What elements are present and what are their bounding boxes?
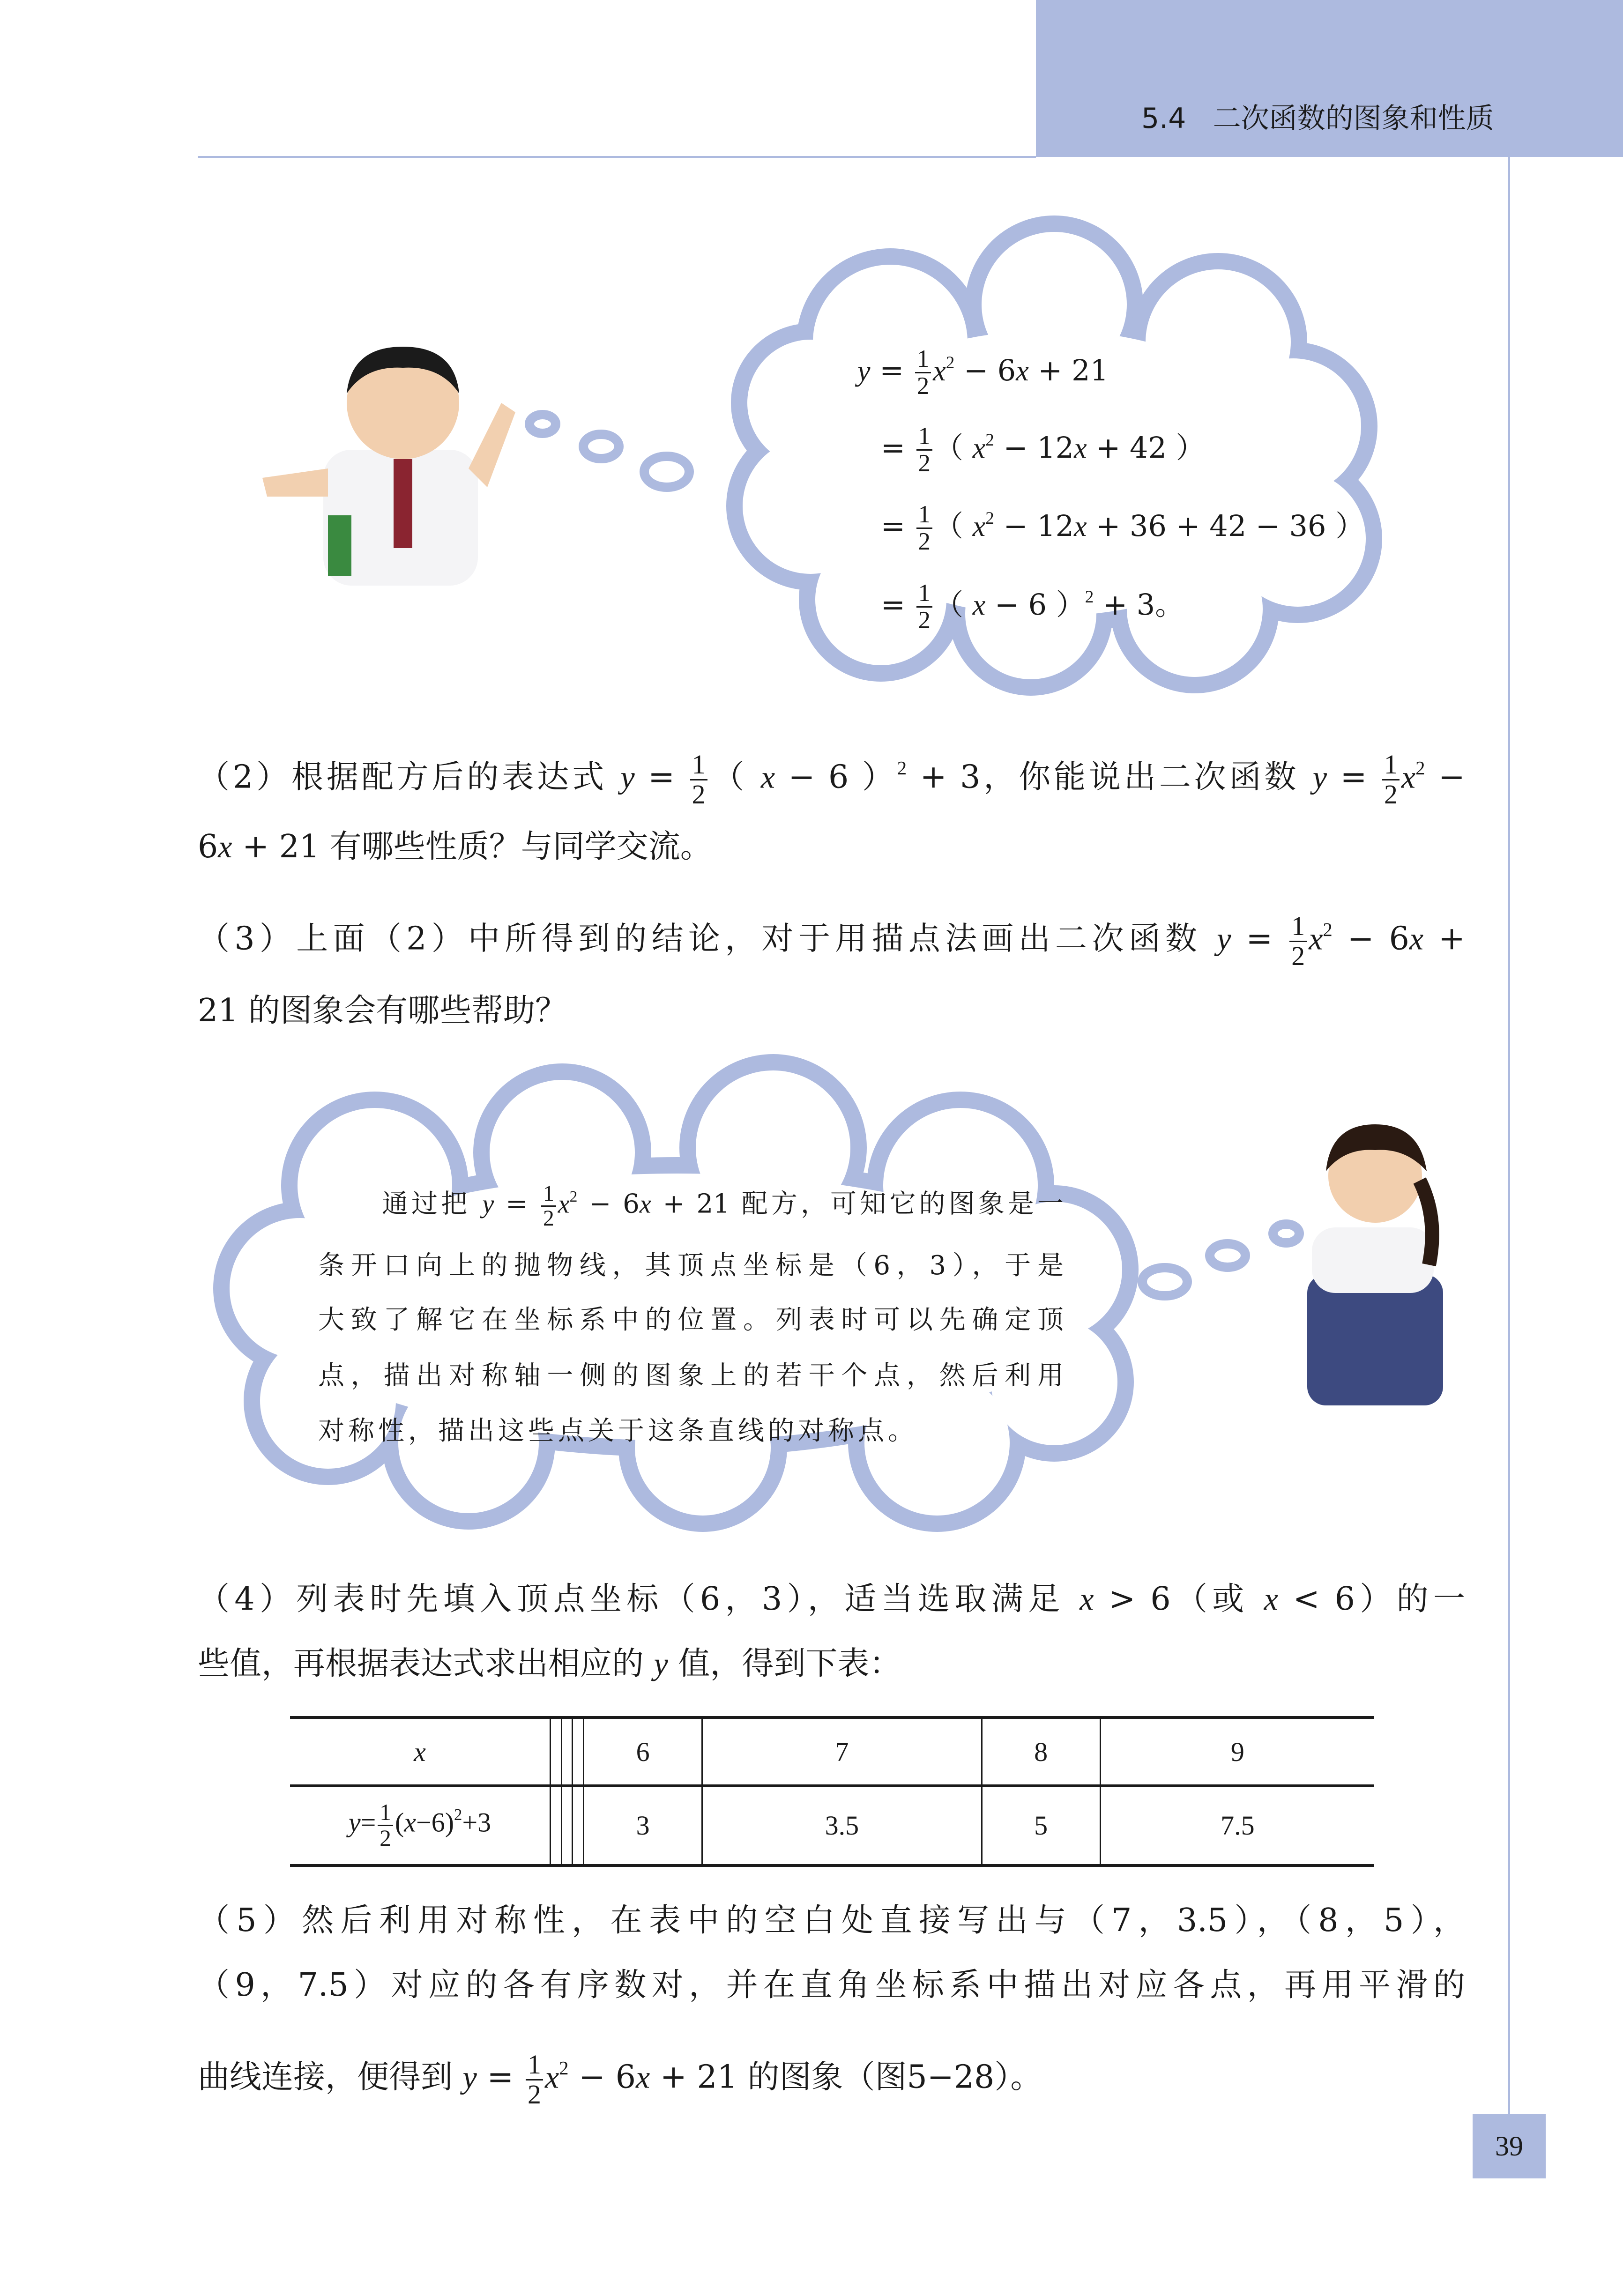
fraction <box>916 502 932 555</box>
math-variable: x <box>639 1189 651 1219</box>
numerator: 1 <box>1382 750 1400 780</box>
text-run: + <box>1423 920 1465 958</box>
text-run: （ <box>709 758 761 796</box>
math-variable: x <box>933 355 946 387</box>
text-run: 条开口向上的抛物线，其顶点坐标是（6，3），于是 <box>318 1250 1064 1281</box>
fraction <box>915 346 931 400</box>
numerator: 1 <box>541 1182 556 1207</box>
numerator: 1 <box>526 2051 543 2081</box>
math-variable: y <box>857 355 871 387</box>
cloud1-line <box>881 572 1184 634</box>
cloud2-line <box>382 1178 1064 1230</box>
math-variable: y <box>462 2059 477 2095</box>
cloud2-line <box>318 1301 1064 1339</box>
paragraph-5-line <box>198 1900 1465 1942</box>
math-variable: x <box>558 1189 570 1219</box>
text-run: − 6 <box>1332 920 1409 958</box>
text-run: = <box>634 758 688 796</box>
thought-bubbles-1 <box>529 415 689 487</box>
math-variable: x <box>414 1736 426 1767</box>
superscript: 2 <box>569 1188 578 1205</box>
math-variable: x <box>1401 759 1416 795</box>
text-run: − 6 <box>577 1189 640 1219</box>
text-run: = <box>881 509 915 543</box>
paragraph-3-line <box>198 990 567 1032</box>
text-run: + 3，你能说出二次函数 <box>907 758 1313 796</box>
denominator: 2 <box>380 1825 391 1851</box>
superscript: 2 <box>1085 587 1094 607</box>
text-run: = <box>870 353 913 388</box>
denominator: 2 <box>918 450 931 477</box>
text-run: + 21 有哪些性质？与同学交流。 <box>232 828 712 865</box>
boy-illustration <box>262 347 515 586</box>
denominator: 2 <box>528 2079 541 2110</box>
math-variable: x <box>1074 432 1087 465</box>
numerator: 1 <box>1289 912 1307 942</box>
fraction <box>916 424 932 477</box>
math-variable: x <box>404 1807 417 1838</box>
math-variable: x <box>1264 1581 1278 1617</box>
superscript: 2 <box>985 509 994 528</box>
text-run: （2）根据配方后的表达式 <box>198 758 621 796</box>
text-run: 曲线连接，便得到 <box>198 2058 463 2096</box>
math-variable: x <box>1074 511 1087 543</box>
text-run: − 12 <box>994 509 1074 543</box>
math-variable: x <box>218 829 232 864</box>
table-cell: 6 <box>584 1717 702 1786</box>
cloud2-line <box>318 1412 918 1450</box>
denominator: 2 <box>1291 940 1305 971</box>
text-run: = <box>494 1189 539 1219</box>
math-variable: x <box>544 2059 559 2095</box>
text-run: + 36 + 42 − 36 ） <box>1087 509 1365 543</box>
numerator: 1 <box>916 580 932 608</box>
superscript: 2 <box>1415 758 1425 779</box>
math-variable: y <box>1217 921 1231 957</box>
table-cell <box>561 1786 573 1866</box>
fraction <box>526 2051 543 2109</box>
table-cell: 3.5 <box>702 1786 982 1866</box>
thought-bubbles-2 <box>1142 1224 1299 1296</box>
superscript: 2 <box>454 1806 462 1824</box>
text-run: = <box>476 2058 524 2096</box>
denominator: 2 <box>916 372 930 400</box>
text-run: （9，7.5）对应的各有序数对，并在直角坐标系中描出对应各点，再用平滑的 <box>198 1967 1465 2004</box>
numerator: 1 <box>378 1800 393 1826</box>
page-number: 39 <box>1473 2114 1546 2178</box>
chapter-title: 5.4 二次函数的图象和性质 <box>1141 102 1494 135</box>
fraction <box>1382 750 1400 809</box>
table-cell <box>551 1786 562 1866</box>
math-variable: y <box>654 1646 668 1681</box>
text-run: 大致了解它在坐标系中的位置。列表时可以先确定顶 <box>318 1305 1064 1335</box>
text-run: = <box>881 431 915 465</box>
cloud1-line <box>881 493 1364 555</box>
text-run: −6) <box>416 1807 454 1838</box>
math-variable: y <box>348 1807 361 1838</box>
superscript: 2 <box>985 431 994 450</box>
fraction <box>1289 912 1307 970</box>
denominator: 2 <box>918 607 931 634</box>
text-run: 6 <box>198 828 218 865</box>
text-run: 点，描出对称轴一侧的图象上的若干个点，然后利用 <box>318 1360 1064 1391</box>
text-run: （4）列表时先填入顶点坐标（6，3），适当选取满足 <box>198 1581 1080 1618</box>
text-run: − 12 <box>994 431 1074 465</box>
numerator: 1 <box>916 502 932 529</box>
text-run: 对称性，描出这些点关于这条直线的对称点。 <box>318 1416 918 1446</box>
text-run: （3）上面（2）中所得到的结论，对于用描点法画出二次函数 <box>198 920 1217 958</box>
text-run: 值，得到下表： <box>668 1645 901 1682</box>
cloud1-line <box>857 337 1109 400</box>
text-run: （ <box>934 431 973 465</box>
paragraph-4-line <box>198 1642 901 1685</box>
text-run: − 6 <box>568 2058 636 2096</box>
denominator: 2 <box>692 779 706 810</box>
superscript: 2 <box>897 758 907 779</box>
text-run: + 42 ） <box>1087 431 1205 465</box>
math-variable: x <box>1080 1581 1094 1617</box>
table-row-y <box>290 1786 1374 1866</box>
text-run: 21 的图象会有哪些帮助？ <box>198 992 567 1029</box>
text-run: = <box>360 1807 376 1838</box>
girl-illustration <box>1307 1124 1443 1405</box>
superscript: 2 <box>946 353 955 372</box>
numerator: 1 <box>916 424 932 451</box>
cloud1-line <box>881 415 1205 477</box>
paragraph-4-line <box>198 1578 1465 1620</box>
math-variable: x <box>972 589 986 622</box>
text-run: > 6（或 <box>1094 1581 1264 1618</box>
text-run: = <box>1231 920 1288 958</box>
paragraph-5-line <box>198 2047 1042 2109</box>
text-run: 通过把 <box>382 1189 483 1219</box>
table-cell <box>561 1717 573 1786</box>
paragraph-3-line <box>198 909 1465 970</box>
text-run: （ <box>934 509 973 543</box>
math-variable: x <box>636 2059 650 2095</box>
row-label-y <box>290 1786 551 1866</box>
denominator: 2 <box>543 1206 554 1231</box>
paragraph-2-line <box>198 747 1465 809</box>
numerator: 1 <box>915 346 931 373</box>
text-run: + 3。 <box>1094 587 1184 622</box>
table-cell: 7.5 <box>1100 1786 1374 1866</box>
superscript: 2 <box>559 2058 569 2079</box>
cloud2-line <box>318 1357 1064 1395</box>
text-run: + 21 的图象（图5−28）。 <box>650 2058 1042 2096</box>
text-run: − <box>1425 758 1465 796</box>
value-table <box>290 1716 1374 1867</box>
paragraph-5-line <box>198 1964 1465 2006</box>
superscript: 2 <box>1323 919 1333 940</box>
denominator: 2 <box>1384 779 1398 810</box>
text-run: （5）然后利用对称性，在表中的空白处直接写出与（7，3.5），（8，5）， <box>198 1902 1465 1939</box>
denominator: 2 <box>918 528 931 556</box>
text-run: = <box>881 587 915 622</box>
table-cell: 5 <box>982 1786 1100 1866</box>
text-run: （ <box>934 587 973 622</box>
table-cell <box>573 1786 584 1866</box>
text-run: 些值，再根据表达式求出相应的 <box>198 1645 654 1682</box>
table-cell: 3 <box>584 1786 702 1866</box>
paragraph-2-line <box>198 825 712 868</box>
table-cell: 8 <box>982 1717 1100 1786</box>
text-run: + 21 <box>1028 353 1109 388</box>
math-variable: y <box>482 1189 494 1219</box>
text-run: ( <box>395 1807 404 1838</box>
math-variable: x <box>972 511 986 543</box>
math-variable: y <box>1312 759 1327 795</box>
fraction <box>378 1800 393 1850</box>
math-variable: x <box>972 432 986 465</box>
text-run: +3 <box>462 1807 491 1838</box>
text-run: = <box>1327 758 1380 796</box>
numerator: 1 <box>690 750 707 780</box>
text-run: + 21 配方，可知它的图象是一 <box>651 1189 1064 1219</box>
cloud2-line <box>318 1247 1064 1285</box>
math-variable: x <box>760 759 775 795</box>
fraction <box>916 580 932 634</box>
table-cell <box>551 1717 562 1786</box>
table-row-x <box>290 1717 1374 1786</box>
math-variable: x <box>1409 921 1424 957</box>
math-variable: y <box>620 759 635 795</box>
table-cell: 9 <box>1100 1717 1374 1786</box>
text-run: − 6 <box>954 353 1016 388</box>
text-run: − 6 ） <box>775 758 897 796</box>
fraction <box>690 750 707 809</box>
table-cell <box>573 1717 584 1786</box>
math-variable: x <box>1309 921 1323 957</box>
text-run: − 6 ） <box>985 587 1085 622</box>
row-label-x <box>290 1717 551 1786</box>
fraction <box>541 1182 556 1230</box>
table-cell: 7 <box>702 1717 982 1786</box>
math-variable: x <box>1016 355 1029 387</box>
text-run: < 6）的一 <box>1278 1581 1465 1618</box>
